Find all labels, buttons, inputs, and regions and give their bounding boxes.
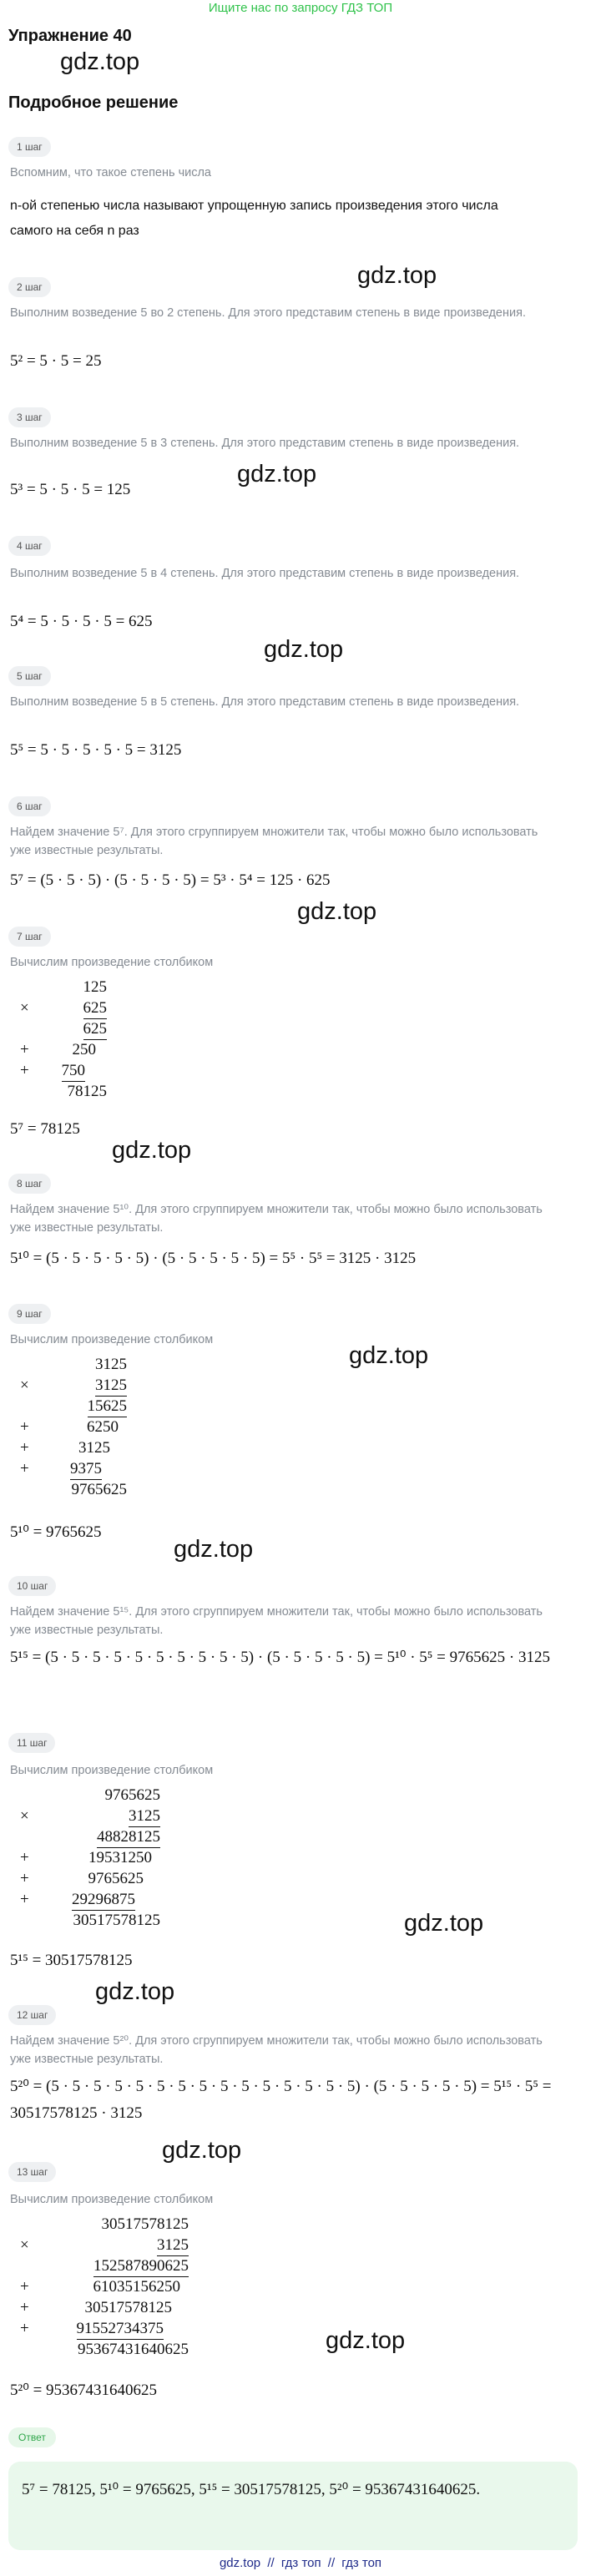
- partial-product: 29296875: [72, 1889, 135, 1911]
- partial-product: 9765625: [88, 1870, 144, 1887]
- step-badge: 13 шаг: [8, 2162, 56, 2182]
- answer-text: 5⁷ = 78125, 5¹⁰ = 9765625, 5¹⁵ = 30517578125, 5²⁰ = 95367431640625.: [22, 2481, 481, 2498]
- plus-sign: +: [20, 1418, 29, 1436]
- step-hint: Найдем значение 5²⁰. Для этого сгруппируем множители так, чтобы можно было использовать уже известные результаты.: [10, 2034, 543, 2066]
- watermark: gdz.top: [237, 461, 317, 487]
- top-banner[interactable]: Ищите нас по запросу ГДЗ ТОП: [208, 1, 393, 15]
- multiplier: 625: [83, 998, 108, 1019]
- step-formula: 5⁵ = 5 · 5 · 5 · 5 · 5 = 3125: [10, 741, 182, 759]
- step-hint: Вычислим произведение столбиком: [10, 2193, 214, 2206]
- partial-product: 61035156250: [93, 2278, 180, 2296]
- multiplier: 3125: [129, 1806, 160, 1827]
- watermark: gdz.top: [404, 1910, 484, 1937]
- column-multiplication: [10, 1785, 194, 1943]
- step-badge: 8 шаг: [8, 1174, 51, 1194]
- page-title: Упражнение 40: [8, 27, 132, 45]
- step-formula: 5⁴ = 5 · 5 · 5 · 5 = 625: [10, 613, 153, 630]
- step-hint: Выполним возведение 5 в 4 степень. Для этого представим степень в виде произведения.: [10, 567, 520, 580]
- partial-product: 9375: [70, 1458, 102, 1480]
- step-formula: 5²⁰ = (5 · 5 · 5 · 5 · 5 · 5 · 5 · 5 · 5 · 5 · 5 · 5 · 5 · 5 · 5) · (5 · 5 · 5 · 5 · 5) = 5¹⁵ · 5⁵ = 30517578125 · 3125: [10, 2078, 552, 2122]
- step-badge: 2 шаг: [8, 277, 51, 297]
- times-sign: ×: [20, 1807, 29, 1825]
- watermark: gdz.top: [297, 898, 377, 925]
- step-badge: 11 шаг: [8, 1733, 55, 1753]
- plus-sign: +: [20, 1062, 29, 1079]
- step-badge: 6 шаг: [8, 796, 51, 816]
- multiplicand: 3125: [95, 1356, 127, 1373]
- answer-badge: Ответ: [8, 2427, 56, 2447]
- multiplicand: 9765625: [104, 1786, 160, 1804]
- footer-separator: //: [267, 2556, 275, 2570]
- step-formula: 5¹⁵ = 30517578125: [10, 1952, 133, 1969]
- plus-sign: +: [20, 1041, 29, 1058]
- plus-sign: +: [20, 1439, 29, 1457]
- footer-separator: //: [327, 2556, 336, 2570]
- times-sign: ×: [20, 999, 29, 1017]
- step-hint: Найдем значение 5¹⁰. Для этого сгруппируем множители так, чтобы можно было использовать уже известные результаты.: [10, 1203, 543, 1235]
- answer-box: [8, 2462, 578, 2550]
- watermark: gdz.top: [112, 1137, 192, 1164]
- step-badge: 3 шаг: [8, 407, 51, 427]
- multiplicand: 30517578125: [101, 2215, 189, 2233]
- plus-sign: +: [20, 1870, 29, 1887]
- step-badge: 7 шаг: [8, 927, 51, 947]
- plus-sign: +: [20, 1891, 29, 1908]
- column-result: 78125: [67, 1083, 107, 1100]
- footer-link[interactable]: гдз топ: [341, 2556, 382, 2570]
- partial-product: 152587890625: [93, 2255, 189, 2277]
- watermark: gdz.top: [326, 2327, 406, 2354]
- step-formula: 5¹⁰ = 9765625: [10, 1523, 102, 1541]
- partial-product: 6250: [87, 1418, 119, 1436]
- partial-product: 625: [83, 1018, 108, 1040]
- partial-product: 48828125: [97, 1826, 160, 1848]
- times-sign: ×: [20, 1376, 29, 1394]
- step-badge: 4 шаг: [8, 536, 51, 556]
- partial-product: 30517578125: [84, 2299, 172, 2316]
- step-formula: 5²⁰ = 95367431640625: [10, 2382, 158, 2399]
- partial-product: 3125: [78, 1439, 110, 1457]
- watermark: gdz.top: [95, 1978, 175, 2005]
- step-formula: 5³ = 5 · 5 · 5 = 125: [10, 481, 131, 498]
- partial-product: 19531250: [88, 1849, 152, 1866]
- step-text: n-ой степенью числа называют упрощенную запись произведения этого числа самого на себя n раз: [10, 199, 498, 238]
- column-result: 95367431640625: [78, 2341, 189, 2358]
- partial-product: 15625: [88, 1396, 128, 1417]
- watermark: gdz.top: [60, 48, 140, 75]
- partial-product: 750: [62, 1060, 86, 1082]
- step-hint: Выполним возведение 5 в 3 степень. Для этого представим степень в виде произведения.: [10, 437, 520, 450]
- plus-sign: +: [20, 1849, 29, 1866]
- step-formula: 5² = 5 · 5 = 25: [10, 352, 102, 370]
- watermark: gdz.top: [162, 2137, 242, 2164]
- multiplier: 3125: [95, 1375, 127, 1397]
- watermark: gdz.top: [349, 1342, 429, 1369]
- step-hint: Выполним возведение 5 в 5 степень. Для этого представим степень в виде произведения.: [10, 695, 520, 709]
- step-badge: 1 шаг: [8, 137, 51, 157]
- step-hint: Найдем значение 5⁷. Для этого сгруппируем множители так, чтобы можно было использовать уже известные результаты.: [10, 826, 538, 857]
- column-multiplication: [10, 2214, 202, 2372]
- times-sign: ×: [20, 2236, 29, 2254]
- step-hint: Вычислим произведение столбиком: [10, 1333, 214, 1346]
- plus-sign: +: [20, 2320, 29, 2337]
- footer-link[interactable]: гдз топ: [280, 2556, 321, 2570]
- step-hint: Вычислим произведение столбиком: [10, 1764, 214, 1777]
- step-badge: 9 шаг: [8, 1304, 51, 1324]
- step-formula: 5⁷ = 78125: [10, 1120, 80, 1138]
- step-hint: Выполним возведение 5 во 2 степень. Для этого представим степень в виде произведения.: [10, 306, 526, 320]
- partial-product: 250: [72, 1041, 96, 1058]
- step-badge: 10 шаг: [8, 1576, 56, 1596]
- column-multiplication: [10, 1354, 177, 1513]
- step-formula: 5⁷ = (5 · 5 · 5) · (5 · 5 · 5 · 5) = 5³ · 5⁴ = 125 · 625: [10, 871, 331, 889]
- section-title: Подробное решение: [8, 93, 179, 112]
- step-hint: Найдем значение 5¹⁵. Для этого сгруппируем множители так, чтобы можно было использовать уже известные результаты.: [10, 1605, 543, 1637]
- column-result: 9765625: [71, 1481, 127, 1498]
- step-badge: 12 шаг: [8, 2005, 56, 2025]
- footer-links: [0, 2556, 601, 2570]
- plus-sign: +: [20, 2278, 29, 2296]
- watermark: gdz.top: [357, 262, 437, 289]
- plus-sign: +: [20, 1460, 29, 1477]
- column-multiplication: [10, 977, 177, 1110]
- multiplicand: 125: [83, 978, 107, 996]
- partial-product: 91552734375: [77, 2318, 164, 2340]
- step-badge: 5 шаг: [8, 666, 51, 686]
- footer-link[interactable]: gdz.top: [219, 2556, 261, 2570]
- step-hint: Вспомним, что такое степень числа: [10, 166, 211, 179]
- step-formula: 5¹⁰ = (5 · 5 · 5 · 5 · 5) · (5 · 5 · 5 · 5 · 5) = 5⁵ · 5⁵ = 3125 · 3125: [10, 1250, 417, 1267]
- watermark: gdz.top: [264, 636, 344, 663]
- multiplier: 3125: [157, 2235, 189, 2256]
- column-result: 30517578125: [73, 1912, 160, 1929]
- plus-sign: +: [20, 2299, 29, 2316]
- step-formula: 5¹⁵ = (5 · 5 · 5 · 5 · 5 · 5 · 5 · 5 · 5 · 5) · (5 · 5 · 5 · 5 · 5) = 5¹⁰ · 5⁵ = 9765625 · 3125: [10, 1649, 550, 1666]
- watermark: gdz.top: [174, 1536, 254, 1563]
- step-hint: Вычислим произведение столбиком: [10, 956, 214, 969]
